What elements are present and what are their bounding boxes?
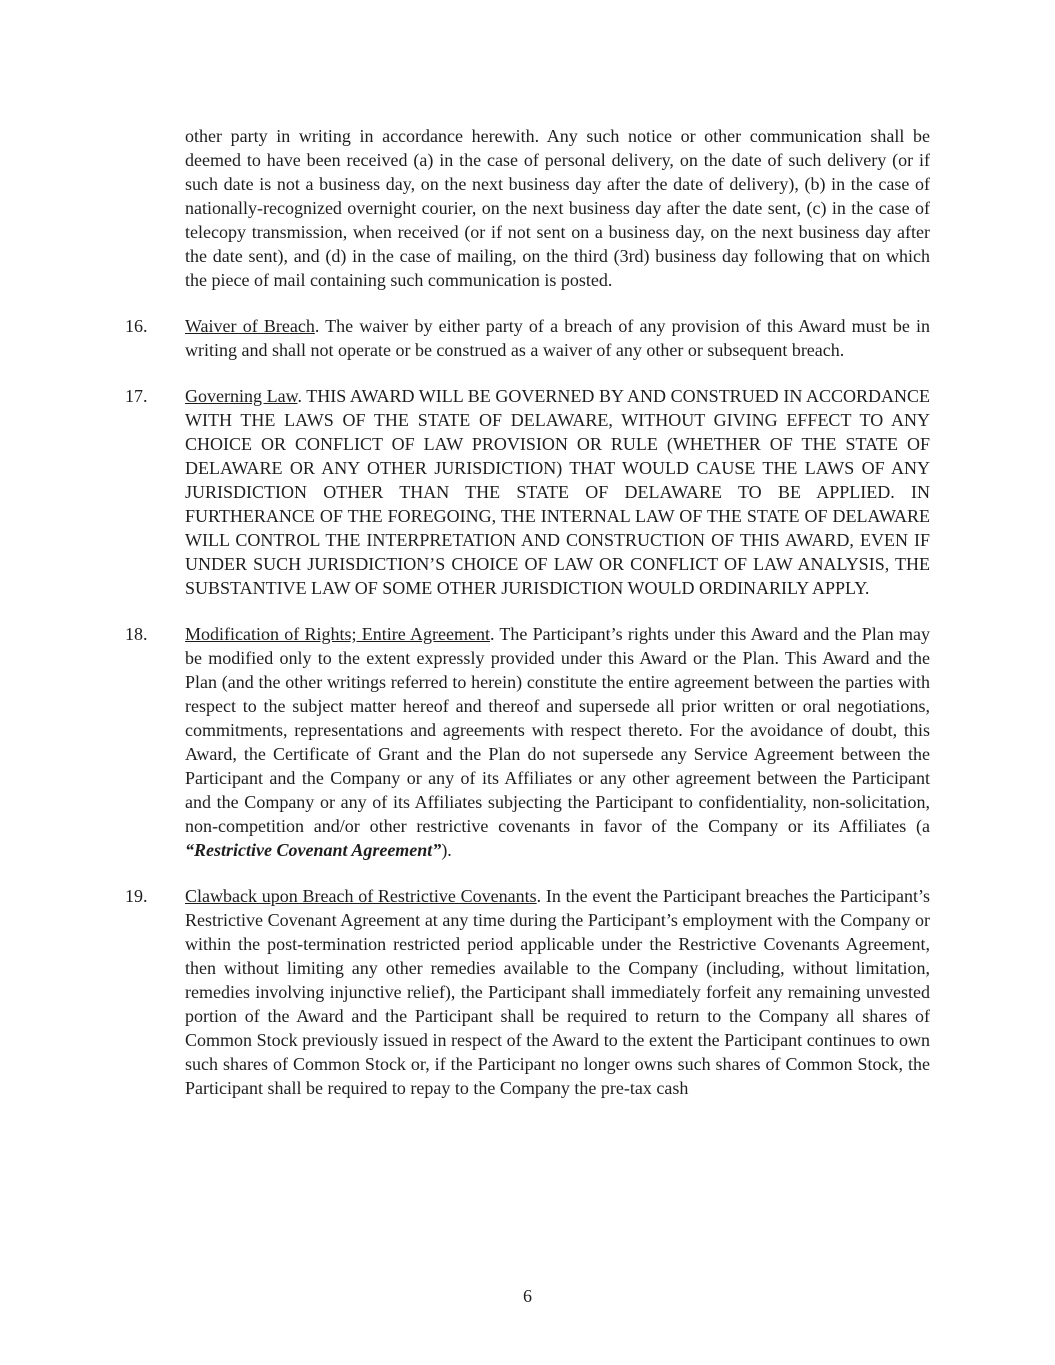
section-16 — [125, 314, 930, 362]
continuation-paragraph: other party in writing in accordance herewith. Any such notice or other communication shall be deemed to have been received (a) in the case of personal delivery, on the date of such delivery (or if such date is not a business day, on the next business day after the date of delivery), (b) in the case of nationally-recognized overnight courier, on the next business day after the date sent, (c) in the case of telecopy transmission, when received (or if not sent on a business day, on the next business day after the date sent), and (d) in the case of mailing, on the third (3rd) business day following that on which the piece of mail containing such communication is posted. — [185, 126, 930, 290]
section-19 — [125, 884, 930, 1100]
section-18 — [125, 622, 930, 862]
section-18-body: . The Participant’s rights under this Award and the Plan may be modified only to the extent expressly provided under this Award or the Plan. This Award and the Plan (and the other writings referred to herein) constitute the entire agreement between the parties with respect to the subject matter hereof and thereof and supersede all prior written or oral negotiations, commitments, representations and agreements with respect thereto. For the avoidance of doubt, this Award, the Certificate of Grant and the Plan do not supersede any Service Agreement between the Participant and the Company or any of its Affiliates or any other agreement between the Participant and the Company or any of its Affiliates subjecting the Participant to confidentiality, non-solicitation, non-competition and/or other restrictive covenants in favor of the Company or its Affiliates (a — [185, 624, 930, 836]
section-17-heading: Governing Law — [185, 386, 298, 406]
section-16-body: . The waiver by either party of a breach of any provision of this Award must be in writing and shall not operate or be construed as a waiver of any other or subsequent breach. — [185, 316, 931, 360]
section-17-body: . THIS AWARD WILL BE GOVERNED BY AND CONSTRUED IN ACCORDANCE WITH THE LAWS OF THE STATE OF DELAWARE, WITHOUT GIVING EFFECT TO ANY CHOICE OR CONFLICT OF LAW PROVISION OR RULE (WHETHER OF THE STATE OF DELAWARE OR ANY OTHER JURISDICTION) THAT WOULD CAUSE THE LAWS OF ANY JURISDICTION OTHER THAN THE STATE OF DELAWARE TO BE APPLIED. IN FURTHERANCE OF THE FOREGOING, THE INTERNAL LAW OF THE STATE OF DELAWARE WILL CONTROL THE INTERPRETATION AND CONSTRUCTION OF THIS AWARD, EVEN IF UNDER SUCH JURISDICTION’S CHOICE OF LAW OR CONFLICT OF LAW ANALYSIS, THE SUBSTANTIVE LAW OF SOME OTHER JURISDICTION WOULD ORDINARILY APPLY. — [185, 386, 930, 598]
section-16-number: 16. — [125, 316, 148, 336]
section-19-number: 19. — [125, 886, 148, 906]
section-17 — [125, 384, 930, 600]
section-18-body-after: ). — [441, 840, 452, 860]
section-16-heading: Waiver of Breach — [185, 316, 315, 336]
section-18-number: 18. — [125, 624, 148, 644]
section-18-defined-term: “Restrictive Covenant Agreement” — [185, 840, 442, 860]
section-19-body: . In the event the Participant breaches the Participant’s Restrictive Covenant Agreement at any time during the Participant’s employment with the Company or within the post-termination restricted period applicable under the Restrictive Covenants Agreement, then without limiting any other remedies available to the Company (including, without limitation, remedies involving injunctive relief), the Participant shall immediately forfeit any remaining unvested portion of the Award and the Participant shall be required to return to the Company all shares of Common Stock previously issued in respect of the Award to the extent the Participant continues to own such shares of Common Stock or, if the Participant no longer owns such shares of Common Stock, the Participant shall be required to repay to the Company the pre-tax cash — [185, 886, 931, 1098]
section-19-heading: Clawback upon Breach of Restrictive Covenants — [185, 886, 537, 906]
section-18-heading: Modification of Rights; Entire Agreement — [185, 624, 490, 644]
section-17-number: 17. — [125, 386, 148, 406]
page-number: 6 — [523, 1286, 532, 1306]
